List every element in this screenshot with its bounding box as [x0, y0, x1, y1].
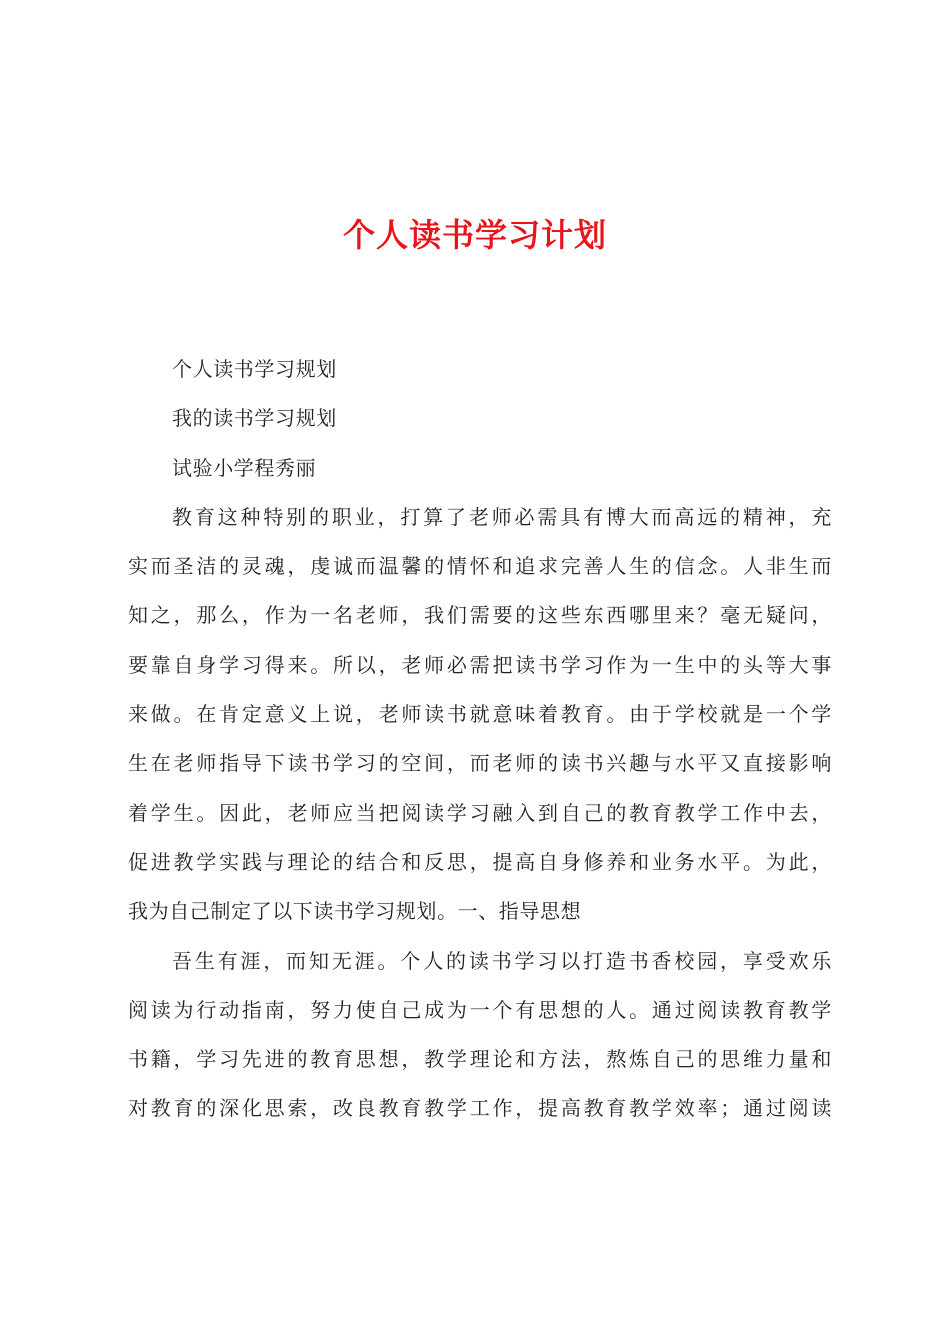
paragraph-line: 生在老师指导下读书学习的空间，而老师的读书兴趣与水平又直接影响 [128, 751, 832, 776]
paragraph-line: 吾生有涯，而知无涯。个人的读书学习以打造书香校园，享受欢乐 [172, 948, 832, 973]
paragraph-line: 阅读为行动指南，努力使自己成为一个有思想的人。通过阅读教育教学 [128, 997, 832, 1022]
paragraph-line: 着学生。因此，老师应当把阅读学习融入到自己的教育教学工作中去， [128, 800, 832, 825]
paragraph-line: 促进教学实践与理论的结合和反思，提高自身修养和业务水平。为此， [128, 849, 832, 874]
paragraph-line: 我为自己制定了以下读书学习规划。一、指导思想 [128, 899, 582, 924]
document-title: 个人读书学习计划 [342, 216, 607, 254]
paragraph-line: 对教育的深化思索，改良教育教学工作，提高教育教学效率；通过阅读 [128, 1096, 832, 1121]
paragraph-line: 实而圣洁的灵魂，虔诚而温馨的情怀和追求完善人生的信念。人非生而 [128, 554, 832, 579]
heading-line: 个人读书学习规划 [172, 357, 337, 381]
paragraph-line: 知之，那么，作为一名老师，我们需要的这些东西哪里来？毫无疑问， [128, 603, 832, 628]
paragraph-line: 书籍，学习先进的教育思想，教学理论和方法，熬炼自己的思维力量和 [128, 1047, 832, 1072]
document-body [128, 345, 832, 1134]
paragraph-line: 来做。在肯定意义上说，老师读书就意味着教育。由于学校就是一个学 [128, 702, 832, 727]
paragraph-line: 要靠自身学习得来。所以，老师必需把读书学习作为一生中的头等大事 [128, 652, 832, 677]
heading-line: 我的读书学习规划 [172, 406, 337, 431]
paragraph-line: 教育这种特别的职业，打算了老师必需具有博大而高远的精神，充 [172, 504, 832, 529]
author-line: 试验小学程秀丽 [172, 455, 317, 480]
